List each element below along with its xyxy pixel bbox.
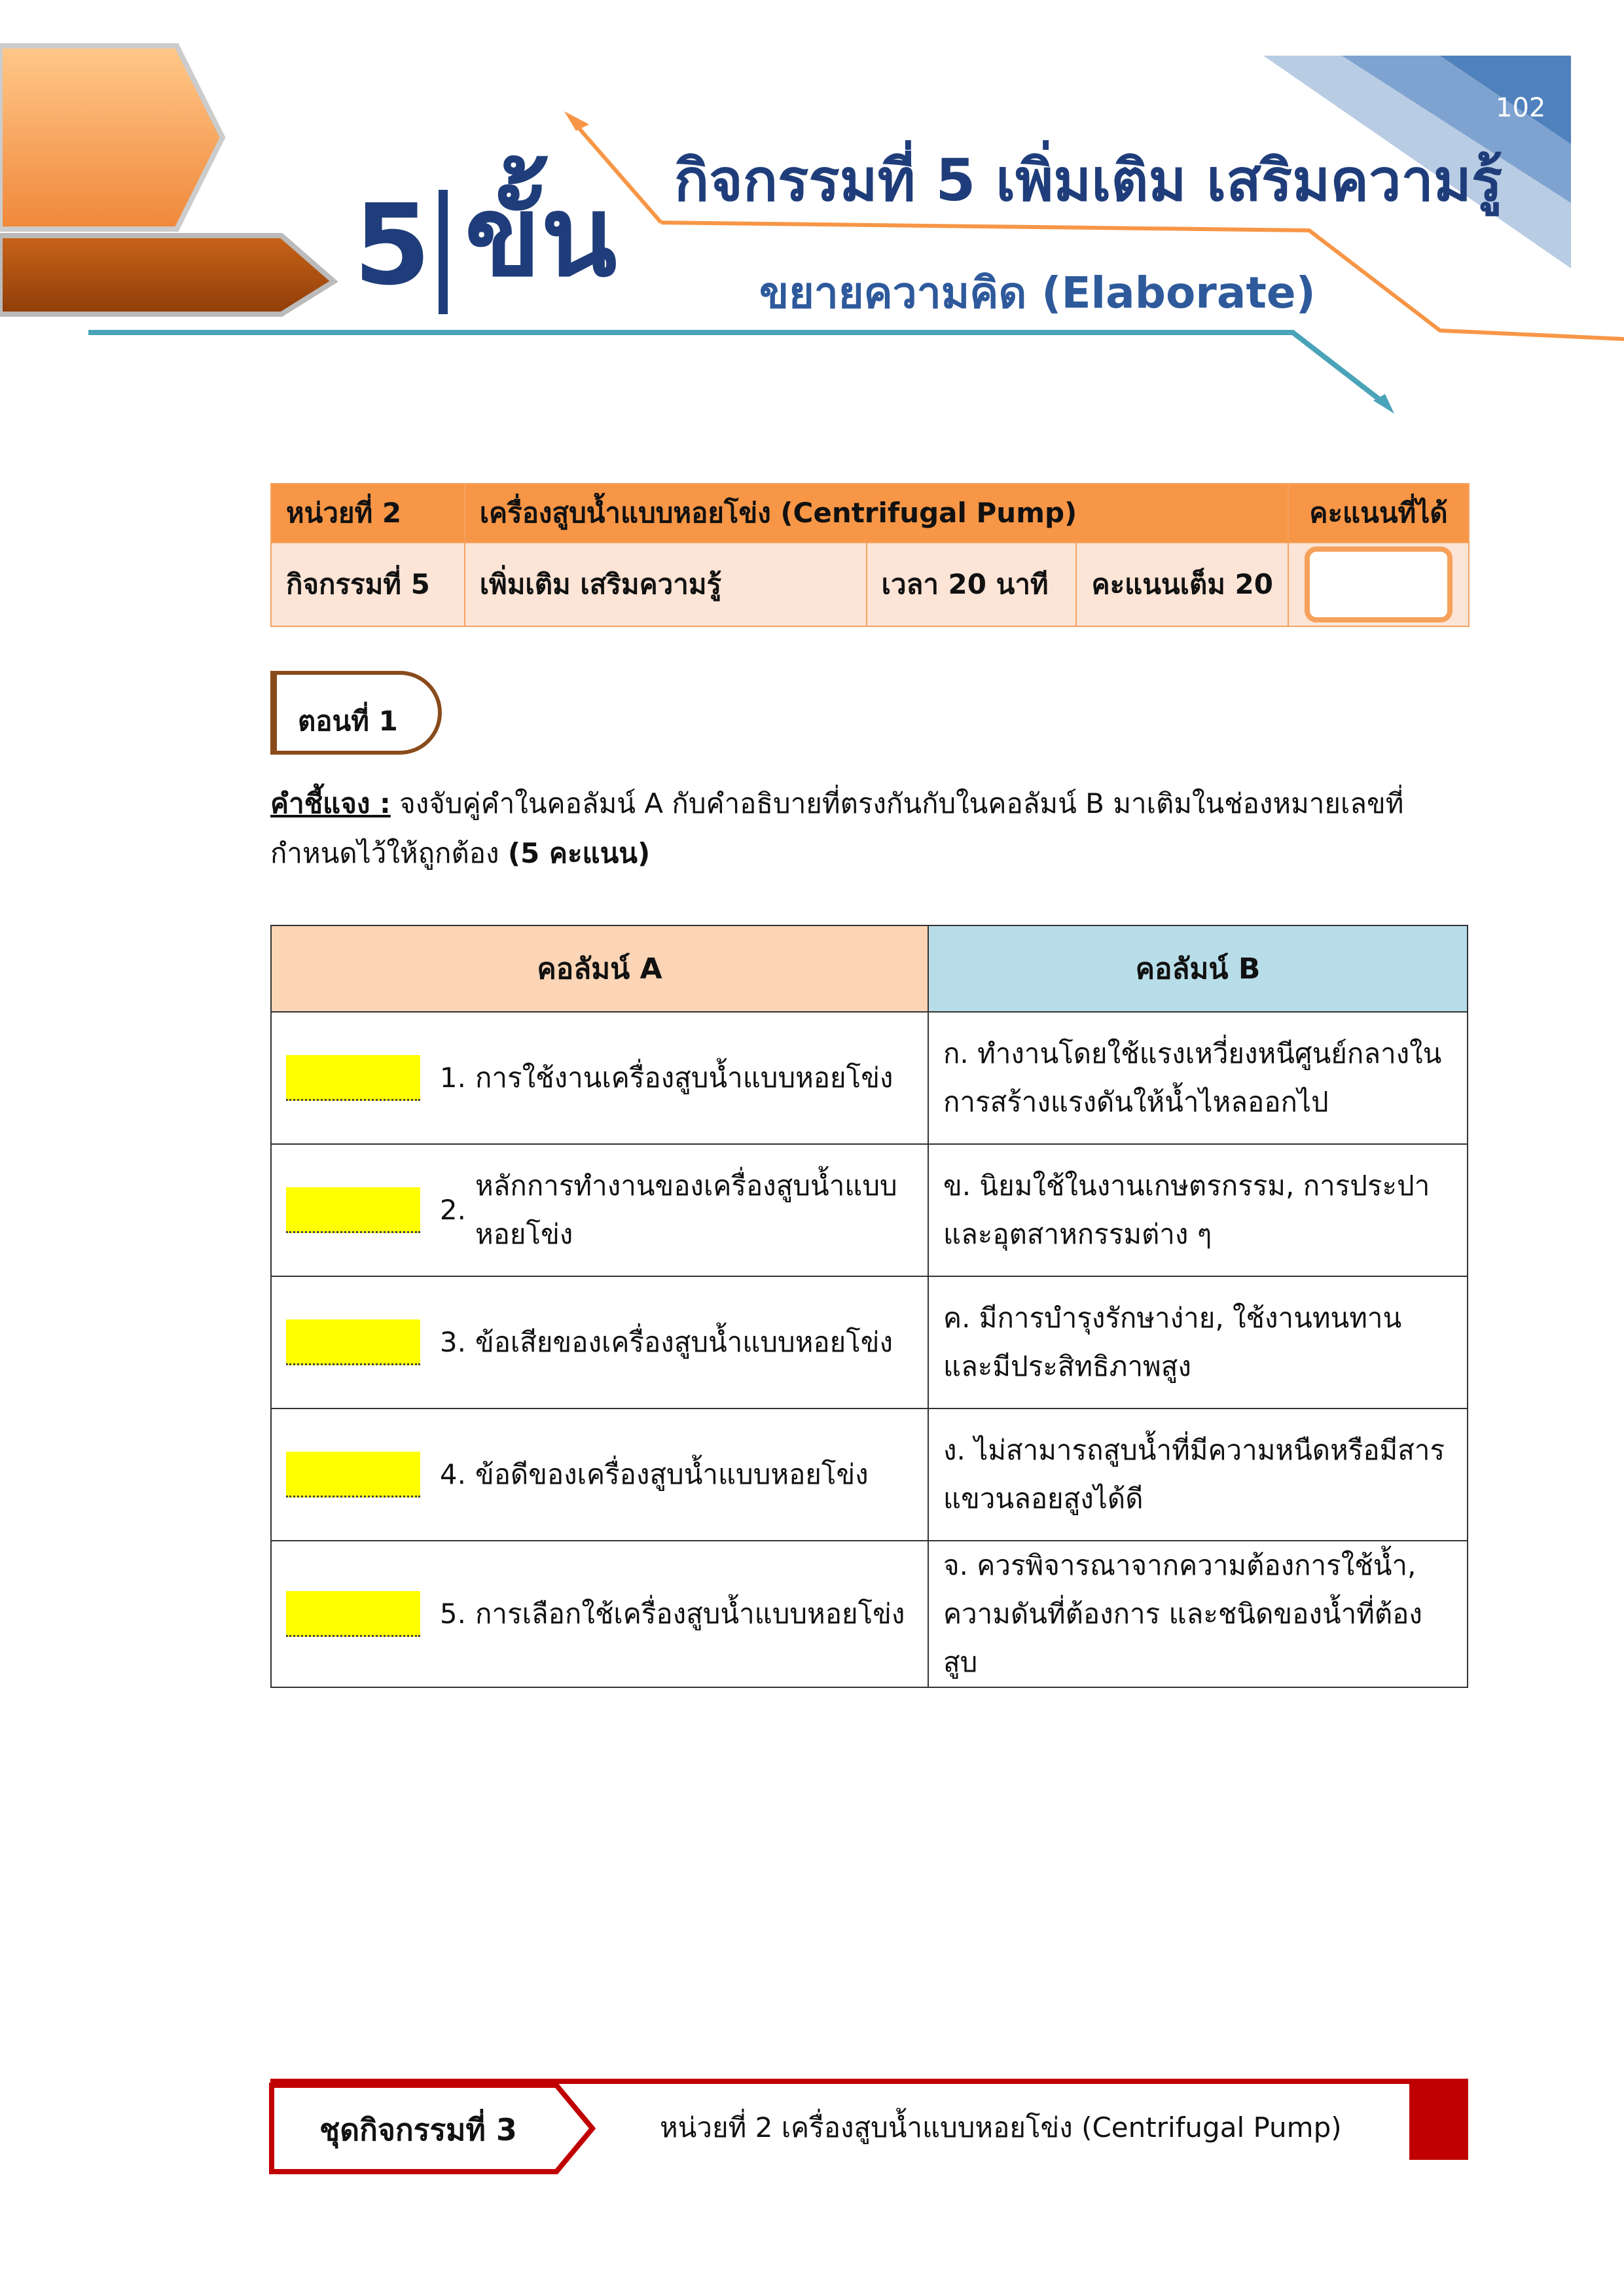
teal-underline: [88, 332, 1388, 406]
instruction: [270, 779, 1475, 878]
table-row: [271, 1408, 1468, 1541]
instruction-points: (5 คะแนน): [507, 837, 651, 869]
answer-blank[interactable]: [286, 1055, 420, 1101]
column-a-item: การเลือกใช้เครื่องสูบน้ำแบบหอยโข่ง: [475, 1598, 905, 1630]
column-a-item: หลักการทำงานของเครื่องสูบน้ำแบบหอยโข่ง: [475, 1170, 897, 1250]
column-a-item: ข้อเสียของเครื่องสูบน้ำแบบหอยโข่ง: [475, 1326, 893, 1358]
column-b-item: ข. นิยมใช้ในงานเกษตรกรรม, การประปาและอุตสาหกรรมต่าง ๆ: [928, 1144, 1468, 1276]
unit-label: หน่วยที่ 2: [271, 484, 465, 543]
instruction-label: คำชี้แจง :: [270, 787, 391, 819]
score-input-box[interactable]: [1305, 547, 1453, 622]
instruction-text: จงจับคู่คำในคอลัมน์ A กับคำอธิบายที่ตรงกันกับในคอลัมน์ B มาเติมในช่องหมายเลขที่กำหนดไว้ให้ถูกต้อง: [270, 787, 1404, 869]
step-word: ขั้น: [465, 172, 617, 302]
column-a-item: การใช้งานเครื่องสูบน้ำแบบหอยโข่ง: [475, 1062, 893, 1094]
item-number: 3.: [439, 1326, 466, 1358]
score-label: คะแนนที่ได้: [1288, 484, 1469, 543]
part-tab: [270, 671, 442, 755]
answer-blank[interactable]: [286, 1452, 420, 1498]
answer-blank[interactable]: [286, 1187, 420, 1233]
item-number: 4.: [439, 1458, 466, 1490]
step-number: 5: [353, 181, 429, 310]
column-a-item: ข้อดีของเครื่องสูบน้ำแบบหอยโข่ง: [475, 1458, 869, 1490]
table-row: [271, 1144, 1468, 1276]
table-row: [271, 1276, 1468, 1408]
table-row: [271, 1012, 1468, 1144]
footer-accent-block: [1409, 2079, 1468, 2160]
answer-blank[interactable]: [286, 1591, 420, 1637]
footer-unit-text: หน่วยที่ 2 เครื่องสูบน้ำแบบหอยโข่ง (Centrifugal Pump): [660, 2111, 1342, 2144]
footer-activity-set: ชุดกิจกรรมที่ 3: [319, 2112, 517, 2147]
brown-hexagon-shape: [0, 236, 334, 314]
answer-blank[interactable]: [286, 1319, 420, 1365]
column-b-item: ก. ทำงานโดยใช้แรงเหวี่ยงหนีศูนย์กลางในการสร้างแรงดันให้น้ำไหลออกไป: [928, 1012, 1468, 1144]
unit-title: เครื่องสูบน้ำแบบหอยโข่ง (Centrifugal Pump): [465, 484, 1288, 543]
score-cell: [1288, 543, 1469, 626]
full-score: คะแนนเต็ม 20: [1076, 543, 1288, 626]
column-a-header: คอลัมน์ A: [271, 925, 928, 1012]
item-number: 5.: [439, 1598, 466, 1630]
matching-table: [270, 925, 1468, 1688]
table-row: [271, 1541, 1468, 1687]
column-b-item: ง. ไม่สามารถสูบน้ำที่มีความหนืดหรือมีสารแขวนลอยสูงได้ดี: [928, 1408, 1468, 1541]
page-subtitle: ขยายความคิด (Elaborate): [759, 268, 1316, 318]
column-b-item: ค. มีการบำรุงรักษาง่าย, ใช้งานทนทาน และมีประสิทธิภาพสูง: [928, 1276, 1468, 1408]
orange-hexagon-shape: [0, 46, 223, 229]
activity-time: เวลา 20 นาที: [867, 543, 1077, 626]
column-b-header: คอลัมน์ B: [928, 925, 1468, 1012]
item-number: 1.: [439, 1062, 466, 1094]
step-divider-bar: [439, 190, 448, 314]
activity-label: กิจกรรมที่ 5: [271, 543, 465, 626]
activity-info-table: [270, 483, 1470, 627]
item-number: 2.: [439, 1194, 466, 1226]
column-b-item: จ. ควรพิจารณาจากความต้องการใช้น้ำ, ความดันที่ต้องการ และชนิดของน้ำที่ต้องสูบ: [928, 1541, 1468, 1687]
activity-title: เพิ่มเติม เสริมความรู้: [465, 543, 867, 626]
part-label: ตอนที่ 1: [298, 705, 398, 737]
page-number: 102: [1496, 93, 1546, 123]
page-title: กิจกรรมที่ 5 เพิ่มเติม เสริมความรู้: [674, 147, 1503, 214]
